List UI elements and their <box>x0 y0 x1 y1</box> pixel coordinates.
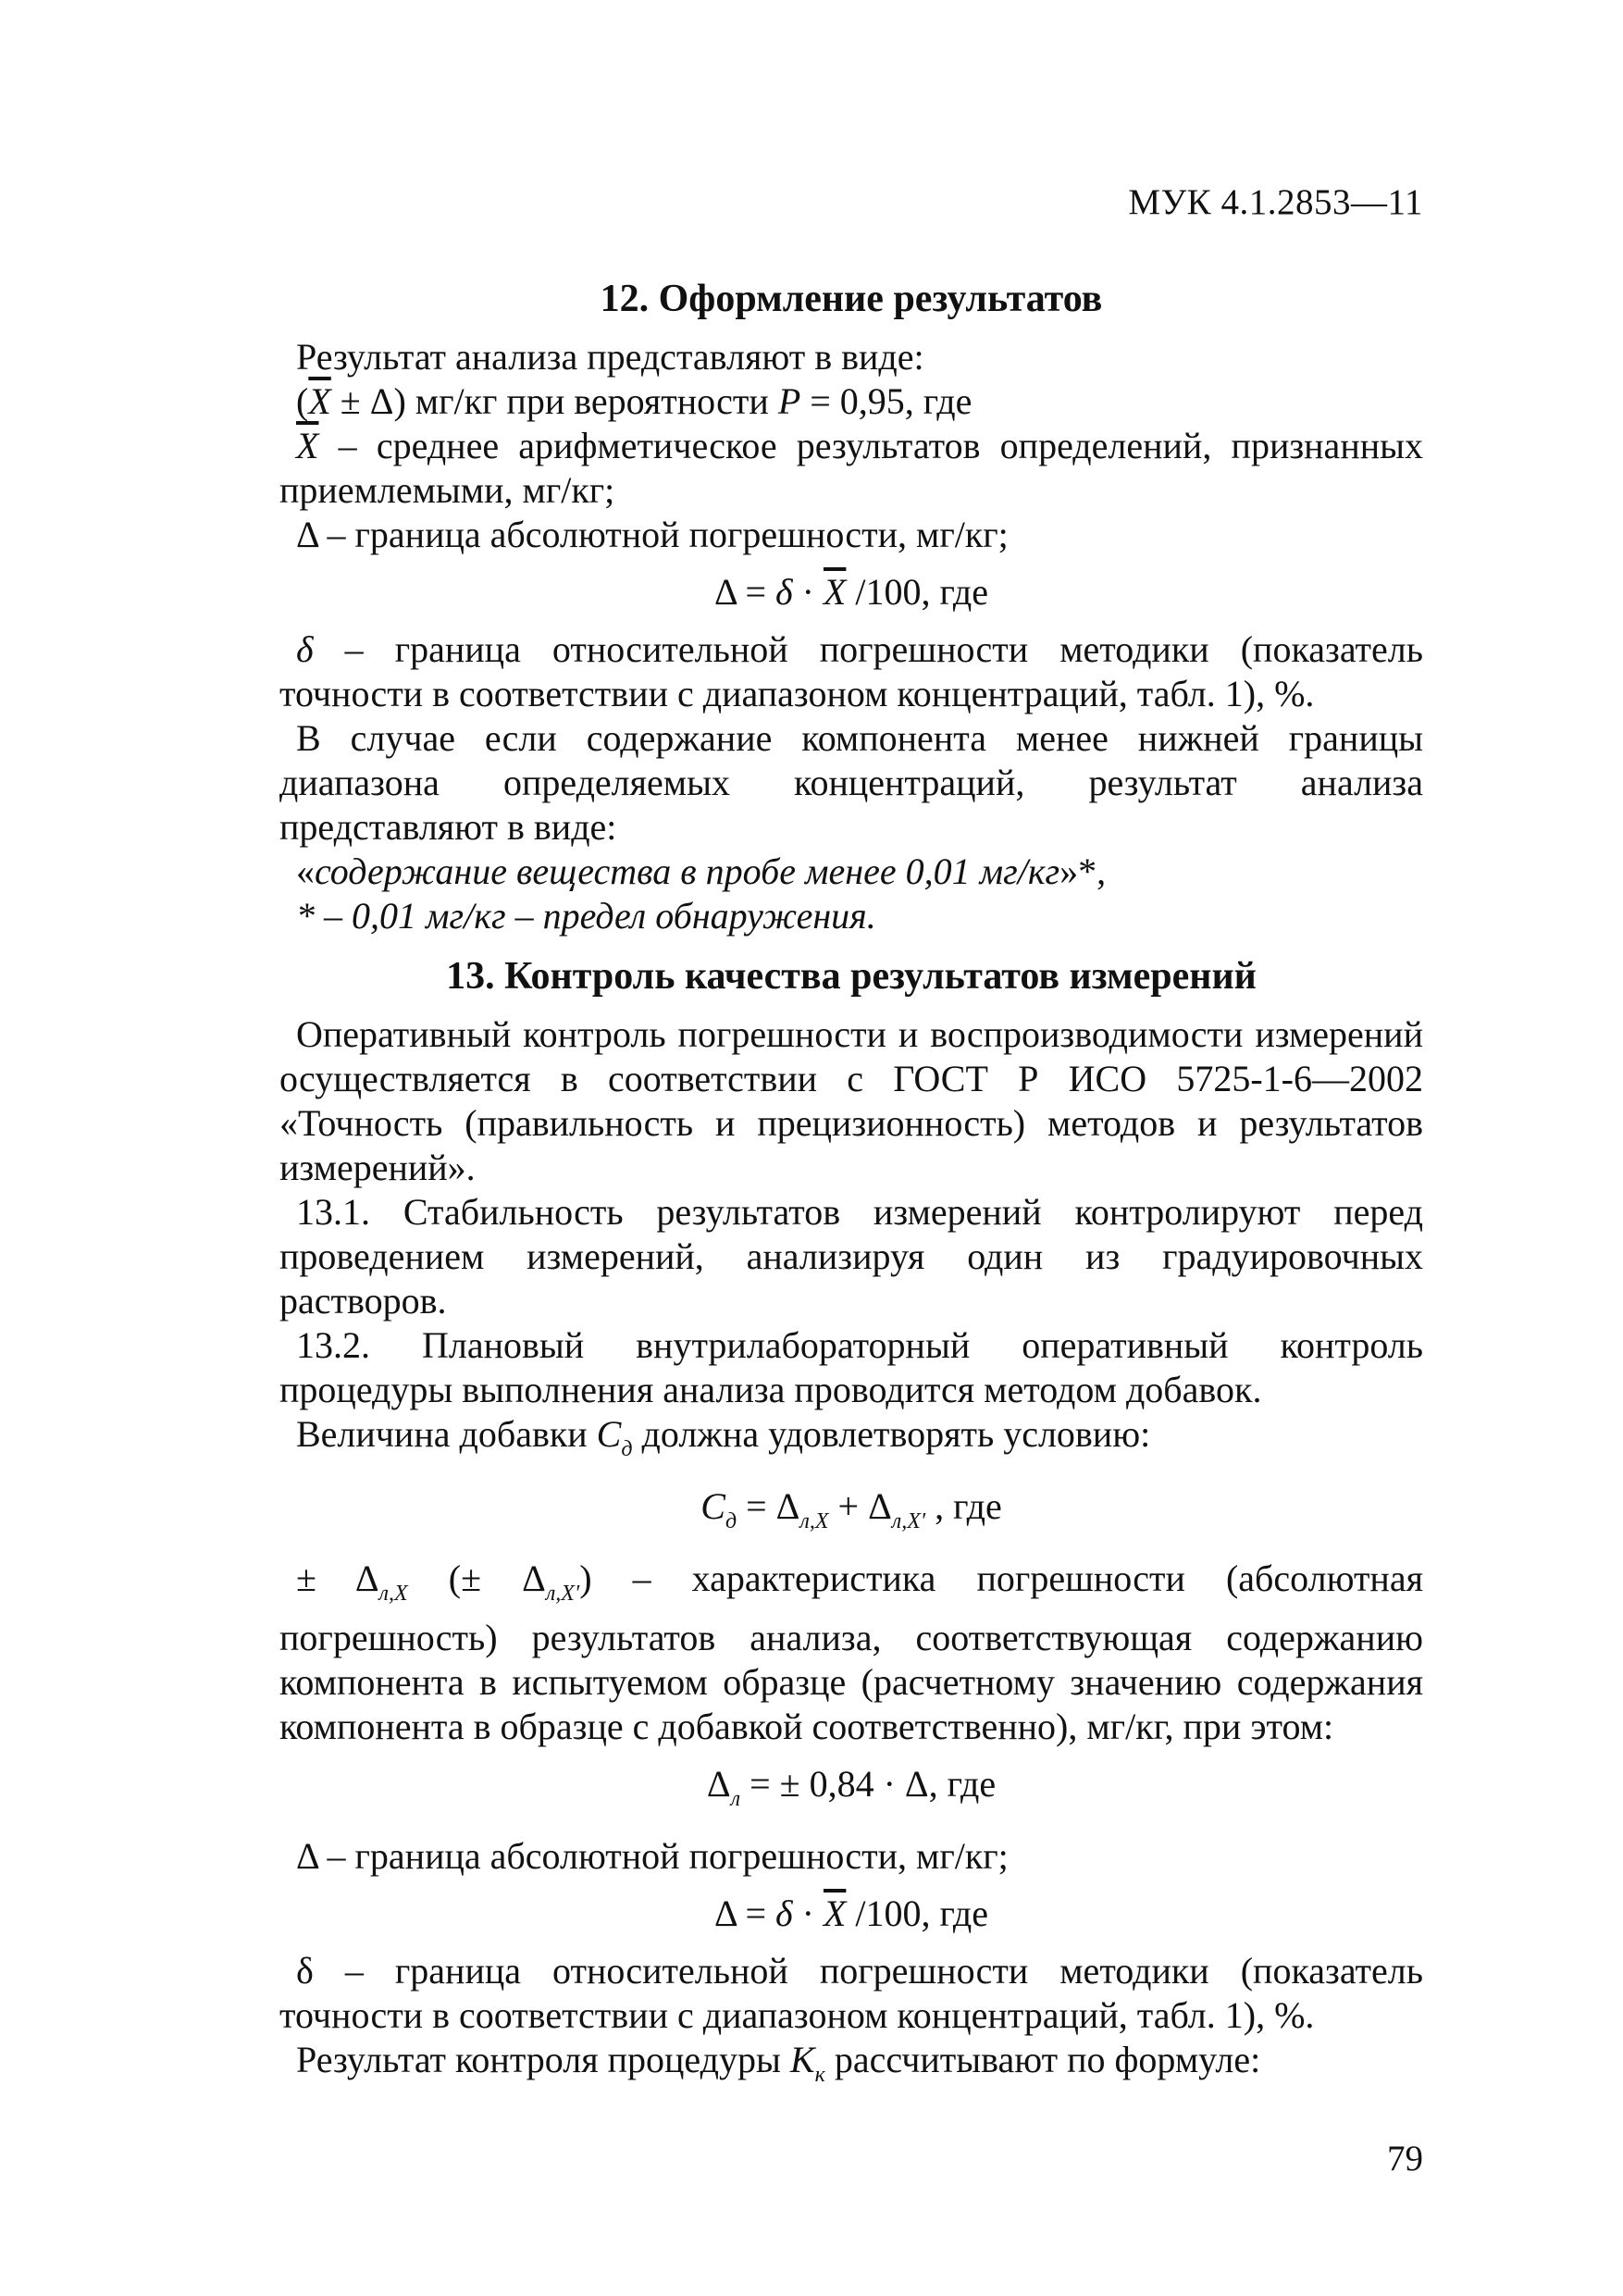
s13-paragraph-8 <box>279 2038 1423 2097</box>
text-fragment: (± Δ <box>407 1558 546 1599</box>
text-fragment: Δ = <box>713 571 776 613</box>
delta-symbol: δ <box>775 1893 793 1934</box>
s13-paragraph-4 <box>279 1412 1423 1471</box>
s13-paragraph-6: Δ – граница абсолютной погрешности, мг/кг; <box>296 1835 1009 1877</box>
s13-paragraph-7: δ – граница относительной погрешности методики (показатель точности в соответствии с диапазоном концентраций, табл. 1), %. <box>279 1950 1423 2036</box>
page-number: 79 <box>1387 2139 1423 2178</box>
control-symbol: K <box>789 2039 815 2080</box>
mean-symbol: $\overline{X}$ <box>823 571 847 613</box>
s13-formula-3 <box>279 1892 1423 1936</box>
text-fragment: – среднее арифметическое результатов определений, признанных приемлемыми, мг/кг; <box>279 425 1423 511</box>
s12-paragraph-5 <box>279 627 1423 716</box>
s13-paragraph-3: 13.2. Плановый внутрилабораторный оперативный контроль процедуры выполнения анализа проводится методом добавок. <box>279 1324 1423 1410</box>
subscript: д <box>621 1437 633 1461</box>
text-fragment: – граница относительной погрешности методики (показатель точности в соответствии с диапазоном концентраций, табл. 1), %. <box>279 628 1423 714</box>
text-fragment: ± Δ <box>296 1558 379 1599</box>
text-fragment: должна удовлетворять условию: <box>632 1413 1151 1455</box>
text-fragment: · <box>792 1893 824 1934</box>
s12-paragraph-3 <box>279 424 1423 513</box>
delta-symbol: δ <box>775 571 793 613</box>
s12-paragraph-4: Δ – граница абсолютной погрешности, мг/кг; <box>296 514 1009 555</box>
text-fragment: ( <box>296 380 309 422</box>
text-fragment: Δ = <box>713 1893 776 1934</box>
text-fragment: содержание вещества в пробе менее 0,01 мг/кг <box>315 850 1060 892</box>
text-fragment: Величина добавки <box>296 1413 597 1455</box>
s12-paragraph-6: В случае если содержание компонента менее нижней границы диапазона определяемых концентраций, результат анализа представляют в виде: <box>279 717 1423 848</box>
document-code: МУК 4.1.2853—11 <box>1128 182 1423 222</box>
mean-symbol: $\overline{X}$ <box>308 380 331 422</box>
subscript: л,X′ <box>891 1509 926 1533</box>
subscript: д <box>725 1509 737 1533</box>
text-fragment: = ± 0,84 · Δ, где <box>740 1763 997 1805</box>
page-content <box>279 261 1423 2097</box>
text-fragment: · <box>792 571 824 613</box>
s13-paragraph-1: Оперативный контроль погрешности и воспроизводимости измерений осуществляется в соответствии с ГОСТ Р ИСО 5725-1-6—2002 «Точность (правильность и прецизионность) методов и результатов измерений». <box>279 1013 1423 1188</box>
s12-formula-1 <box>279 570 1423 614</box>
mean-symbol: $\overline{X}$ <box>823 1893 847 1934</box>
text-fragment: « <box>296 850 315 892</box>
mean-symbol: $\overline{X}$ <box>296 425 319 466</box>
subscript: л <box>730 1787 741 1811</box>
s13-formula-1 <box>279 1484 1423 1544</box>
text-fragment: = 0,95, где <box>800 380 973 422</box>
s13-paragraph-5 <box>279 1557 1423 1749</box>
s12-paragraph-2 <box>279 379 1423 424</box>
text-fragment: »*, <box>1059 850 1107 892</box>
probability-symbol: P <box>777 380 801 422</box>
s13-paragraph-2: 13.1. Стабильность результатов измерений контролируют перед проведением измерений, анализируя один из градуировочных растворов. <box>279 1191 1423 1322</box>
text-fragment: /100, где <box>846 571 989 613</box>
section-12-title: 12. Оформление результатов <box>600 278 1103 320</box>
s13-formula-2 <box>279 1762 1423 1821</box>
addition-symbol: C <box>596 1413 622 1455</box>
text-fragment: рассчитывают по формуле: <box>824 2039 1261 2080</box>
s12-paragraph-1: Результат анализа представляют в виде: <box>296 336 924 378</box>
section-13-title: 13. Контроль качества результатов измерений <box>446 955 1257 998</box>
subscript: л,X <box>799 1509 829 1533</box>
text-fragment: Результат контроля процедуры <box>296 2039 790 2080</box>
text-fragment: , где <box>925 1485 1002 1527</box>
addition-symbol: C <box>700 1485 725 1527</box>
text-fragment: ) – характеристика погрешности (абсолютная погрешность) результатов анализа, соответствующая содержанию компонента в испытуемом образце (расчетному значению содержания компонента в образце с добавкой соответственно), мг/кг, при этом: <box>279 1558 1423 1747</box>
text-fragment: ± Δ) мг/кг при вероятности <box>330 380 778 422</box>
s12-footnote: * – 0,01 мг/кг – предел обнаружения. <box>296 895 876 937</box>
subscript: л,X′ <box>545 1582 580 1606</box>
text-fragment: = Δ <box>737 1485 800 1527</box>
text-fragment: + Δ <box>828 1485 892 1527</box>
delta-symbol: δ <box>296 628 314 670</box>
text-fragment: /100, где <box>846 1893 989 1934</box>
subscript: к <box>814 2063 825 2087</box>
text-fragment: Δ <box>706 1763 731 1805</box>
s12-paragraph-7 <box>279 850 1423 894</box>
subscript: л,X <box>378 1582 408 1606</box>
